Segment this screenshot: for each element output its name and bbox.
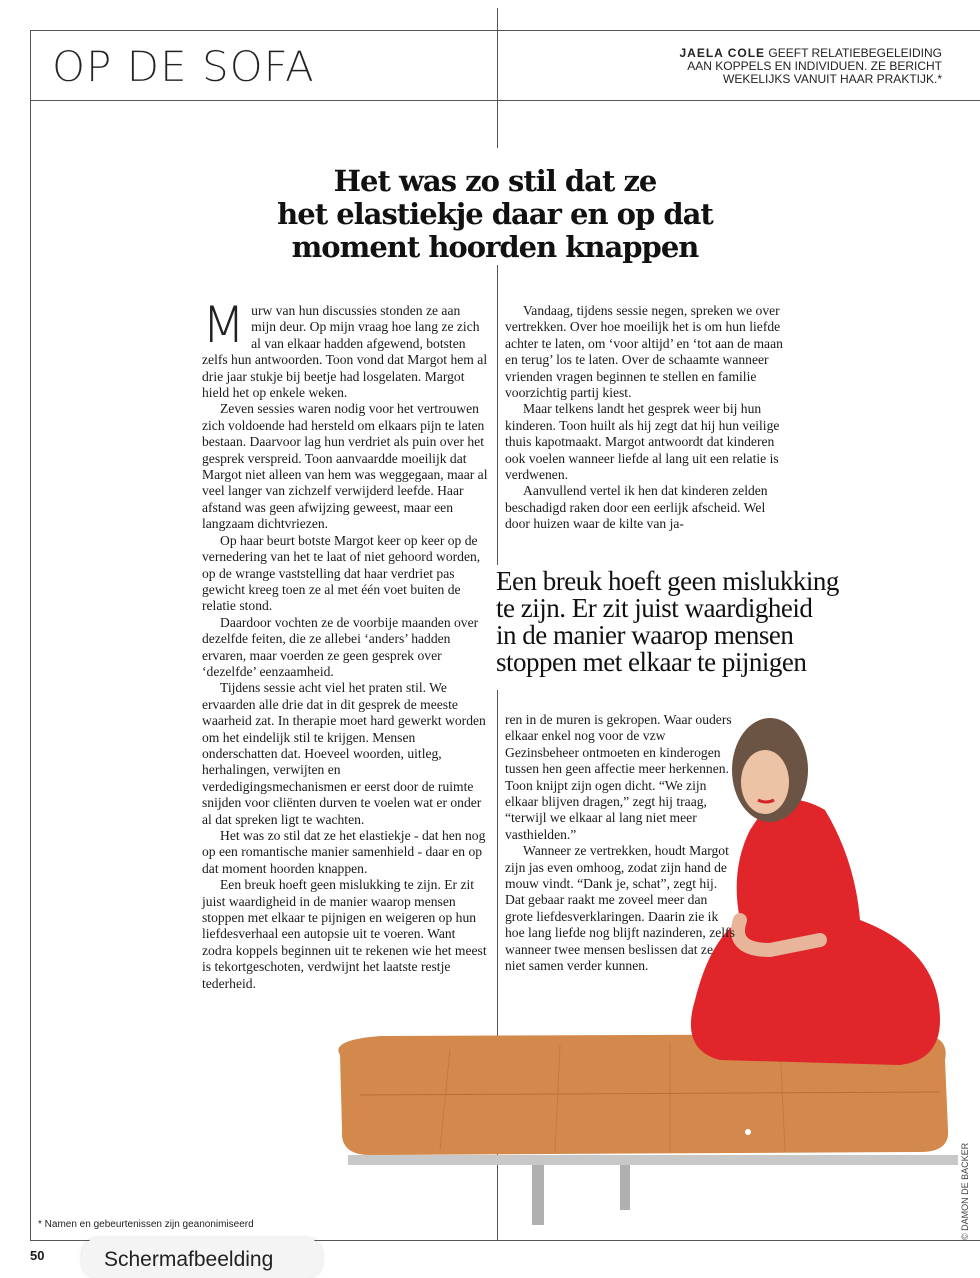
author-desc-1: GEEFT RELATIEBEGELEIDING — [768, 46, 942, 60]
sofa-button — [745, 1129, 751, 1135]
paragraph: Maar telkens landt het gesprek weer bij hun kinderen. Toon huilt als hij zegt dat hij hun veilige thuis kapotmaakt. Margot antwoordt dat kinderen ook voelen wanneer liefde al lang uit een relatie is verdwenen. — [505, 401, 780, 483]
photo-credit: © DAMON DE BACKER — [960, 1142, 970, 1240]
paragraph: Wanneer ze vertrekken, houdt Margot zijn jas even omhoog, zodat zijn hand de mouw vindt. “Dank je, schat”, zegt hij. Dat gebaar raakt me zoveel meer dan grote liefdesverklaringen. Daarin zie ik hoe lang liefde nog blijft nazinderen, zelfs wanneer twee mensen beslissen dat ze niet samen verder kunnen. — [505, 843, 735, 974]
author-desc-3: WEKELIJKS VANUIT HAAR PRAKTIJK.* — [723, 72, 942, 86]
left-rule — [30, 30, 31, 1240]
dropcap: M — [202, 296, 246, 354]
paragraph: Het was zo stil dat ze het elastiekje - dat hen nog op een romantische manier samenhield - daar en op dat moment hoorden knappen. — [202, 828, 486, 876]
paragraph: Tijdens sessie acht viel het praten stil. We ervaarden alle drie dat in dit gesprek de meeste waarheid zat. In therapie moet hard gewerkt worden om het eindelijk stil te krijgen. Mensen onderschatten dat. Hoeveel woorden, uitleg, herhalingen, verwijten en verdedigingsmechanismen er eerst door de ruimte snijden voor cliënten durven te voelen wat er onder al dat spreken ligt te wachten. — [202, 680, 486, 827]
header-rule — [30, 100, 980, 101]
screenshot-tab[interactable]: Schermafbeelding — [82, 1238, 322, 1278]
headline — [240, 165, 750, 264]
headline-line: het elastiekje daar en op dat — [277, 197, 713, 231]
pull-quote-line: stoppen met elkaar te pijnigen — [496, 647, 807, 677]
paragraph: Zeven sessies waren nodig voor het vertrouwen zich voldoende had hersteld om elkaars pijn te laten bestaan. Daarvoor lag hun verdriet als puin over het gesprek verspreid. Toon aanvaardde moeilijk dat Margot niet alleen van hem was weggegaan, maar al veel langer van zichzelf verwijderd leefde. Haar afstand was geen afwijzing geweest, maar een langzaam dichtvriezen. — [202, 401, 488, 532]
headline-line: Het was zo stil dat ze — [333, 164, 657, 198]
paragraph: Aanvullend vertel ik hen dat kinderen zelden beschadigd raken door een eerlijk afscheid. Wel door huizen waar de kilte van ja- — [505, 483, 768, 532]
author-note — [612, 47, 942, 86]
series-title: OP DE SOFA — [52, 42, 315, 91]
sofa-leg — [532, 1165, 544, 1225]
footnote: * Namen en gebeurtenissen zijn geanonimiseerd — [38, 1219, 254, 1230]
pull-quote-line: Een breuk hoeft geen mislukking — [496, 566, 839, 596]
pull-quote — [496, 568, 856, 676]
paragraph: Een breuk hoeft geen mislukking te zijn. Er zit juist waardigheid in de manier waarop mensen stoppen met elkaar te pijnigen en weigeren op hun liefdesverhaal een autopsie uit te voeren. Want zodra koppels beginnen uit te rekenen wie het meest is tekortgeschoten, verdwijnt het laatste restje tederheid. — [202, 877, 487, 991]
top-rule — [30, 30, 980, 31]
page-number: 50 — [30, 1248, 45, 1263]
author-name: JAELA COLE — [679, 46, 766, 60]
sofa-frame — [348, 1155, 958, 1165]
gutter-rule-top — [497, 8, 498, 148]
article-column-1 — [202, 296, 488, 992]
pull-quote-line: in de manier waarop mensen — [496, 620, 794, 650]
gutter-rule-mid — [497, 265, 498, 565]
paragraph: ren in de muren is gekropen. Waar ouders elkaar enkel nog voor de vzw Gezinsbeheer ontmoeten en kinderogen tussen hen geen affectie meer herkennen. Toon knijpt zijn ogen dicht. “We zijn elkaar blijven dragen,” zegt hij traag, “terwijl we elkaar al lang niet meer vasthielden.” — [505, 712, 732, 842]
paragraph: Daardoor vochten ze de voorbije maanden over dezelfde feiten, die ze allebei ‘anders’ hadden ervaren, maar voerden ze geen gesprek over ‘dezelfde’ eenzaamheid. — [202, 614, 479, 679]
paragraph: Vandaag, tijdens sessie negen, spreken we over vertrekken. Over hoe moeilijk het is om hun liefde achter te laten, om ‘voor altijd’ en ‘tot aan de maan en terug’ los te laten. Over de schaamte wanneer vrienden vragen beginnen te stellen en familie voorzichtig partij kiest. — [505, 303, 783, 401]
paragraph: urw van hun discussies stonden ze aan mijn deur. Op mijn vraag hoe lang ze zich al van elkaar hadden afgewend, botsten zelfs hun antwoorden. Toon vond dat Margot hem al drie jaar stukje bij beetje had losgelaten. Margot hield het op enkele weken. — [202, 303, 488, 401]
paragraph: Op haar beurt botste Margot keer op keer op de vernedering van het te laat of niet gehoord worden, op de wrange vaststelling dat haar verdriet pas gewicht kreeg toen ze al met één voet buiten de relatie stond. — [202, 532, 481, 614]
headline-line: moment hoorden knappen — [291, 230, 699, 264]
author-desc-2: AAN KOPPELS EN INDIVIDUEN. ZE BERICHT — [687, 59, 942, 73]
sofa-leg — [620, 1165, 630, 1210]
pull-quote-line: te zijn. Er zit juist waardigheid — [496, 593, 813, 623]
face — [741, 750, 789, 814]
article-column-2-top — [505, 303, 790, 533]
article-column-2-bottom — [505, 712, 735, 975]
